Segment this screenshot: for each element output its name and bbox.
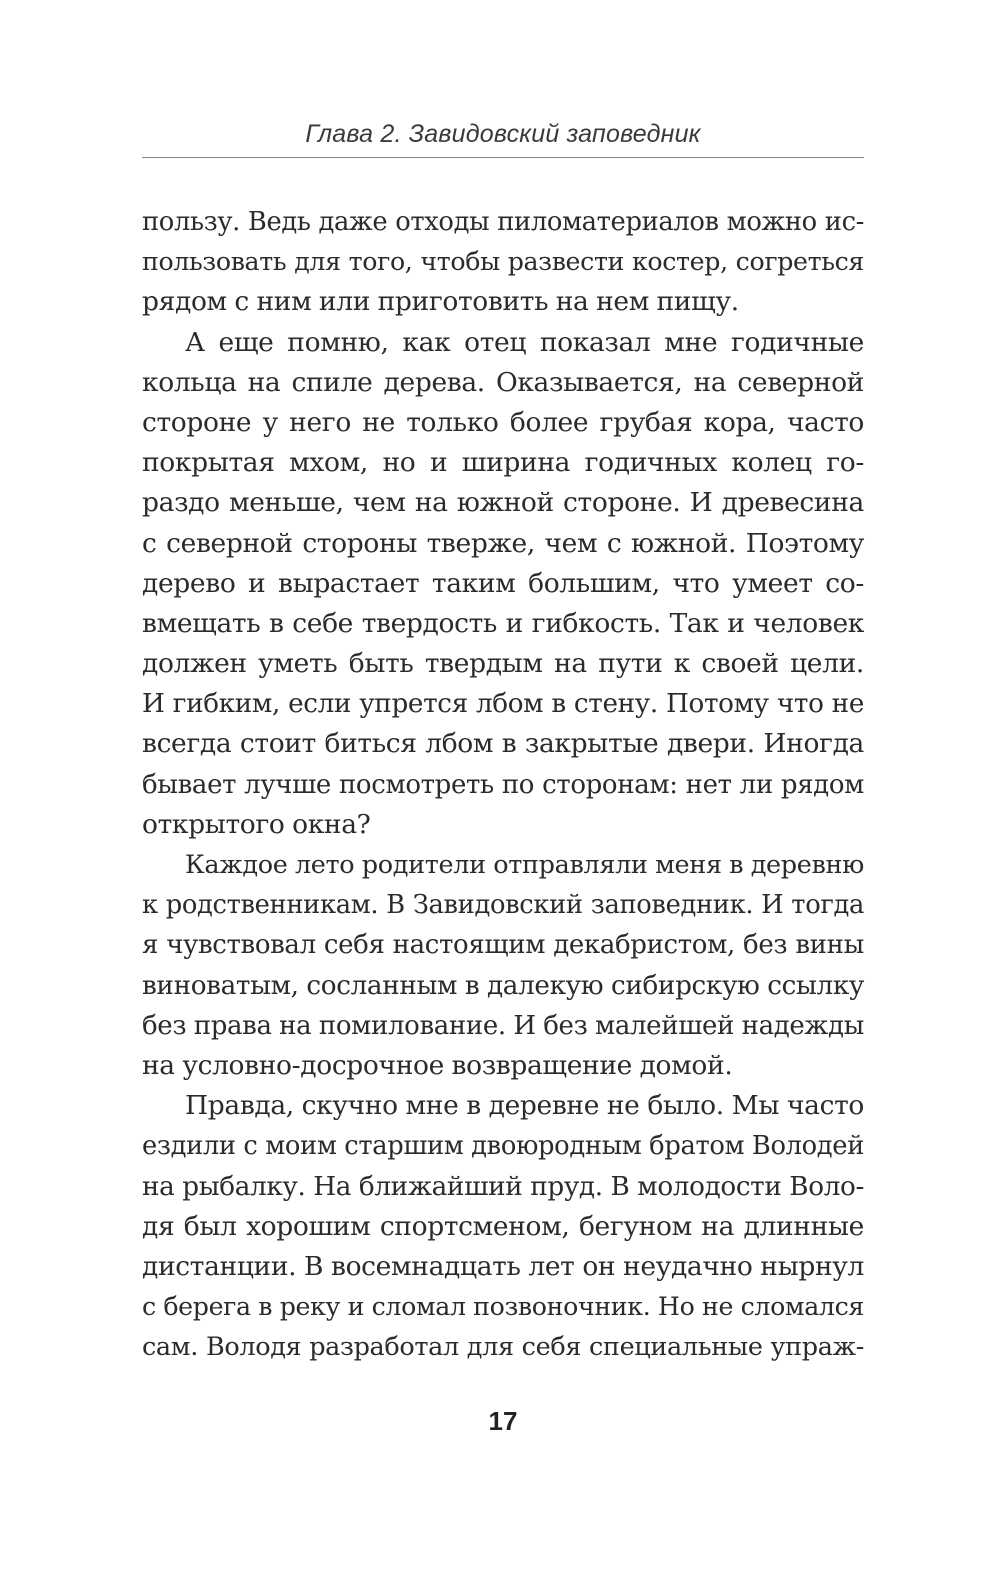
text-line: открытого окна? [142,808,371,840]
text-line: раздо меньше, чем на южной стороне. И древесина [142,487,864,519]
text-line: с северной стороны тверже, чем с южной. Поэтому [142,527,864,559]
text-line: дя был хорошим спортсменом, бегуном на длинные [142,1210,864,1242]
text-line: стороне у него не только более грубая кора, часто [142,406,864,438]
text-line: покрытая мхом, но и ширина годичных колец го- [142,447,864,479]
text-line: должен уметь быть твердым на пути к своей цели. [142,648,864,680]
text-line: виноватым, сосланным в далекую сибирскую ссылку [142,970,864,1001]
text-line: ездили с моим старшим двоюродным братом Володей [142,1131,864,1162]
page-number: 17 [488,1406,518,1436]
text-line: бывает лучше посмотреть по сторонам: нет ли рядом [142,769,864,800]
text-line: вмещать в себе твердость и гибкость. Так и человек [142,607,864,639]
text-line: к родственникам. В Завидовский заповедник. И тогда [142,890,864,921]
text-line: Каждое лето родители отправляли меня в деревню [185,850,864,880]
text-line: кольца на спиле дерева. Оказывается, на северной [142,366,864,398]
body-text [142,202,864,1367]
text-line: И гибким, если упрется лбом в стену. Потому что не [142,689,864,720]
text-line: рядом с ним или приготовить на нем пищу. [142,286,739,318]
text-line: сам. Володя разработал для себя специальные упраж- [142,1332,864,1363]
text-line: я чувствовал себя настоящим декабристом, без вины [142,930,864,961]
text-line: Правда, скучно мне в деревне не было. Мы часто [185,1090,864,1122]
text-line: без права на помилование. И без малейшей надежды [142,1010,864,1041]
text-line: пользу. Ведь даже отходы пиломатериалов можно ис- [142,207,864,237]
running-head: Глава 2. Завидовский заповедник [305,120,701,148]
text-line: на рыбалку. На ближайший пруд. В молодости Воло- [142,1171,864,1202]
text-line: дерево и вырастает таким большим, что умеет со- [142,567,864,599]
text-line: на условно-досрочное возвращение домой. [142,1049,733,1081]
text-line: с берега в реку и сломал позвоночник. Но не сломался [142,1292,864,1322]
header-rule [142,157,864,158]
text-line: А еще помню, как отец показал мне годичные [185,326,864,358]
text-line: дистанции. В восемнадцать лет он неудачно нырнул [142,1250,864,1282]
text-line: пользовать для того, чтобы развести костер, согреться [142,247,864,277]
text-line: всегда стоит биться лбом в закрытые двери. Иногда [142,728,864,760]
